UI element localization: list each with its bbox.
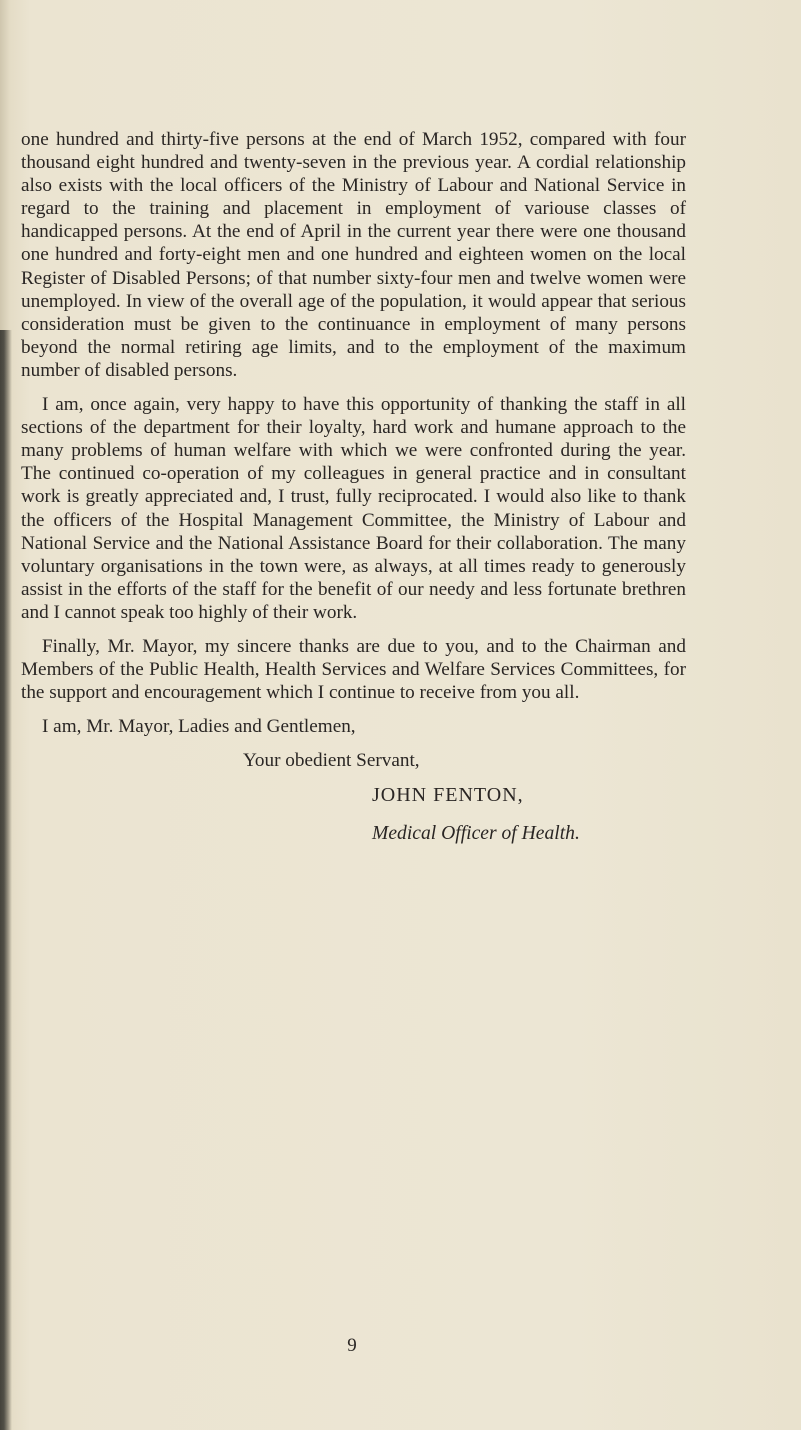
letter-body bbox=[21, 128, 686, 845]
paragraph-thanks-mayor: Finally, Mr. Mayor, my sincere thanks are due to you, and to the Chairman and Members of the Public Health, Health Services and Welfare Services Committees, for the support and encouragement which I continue to receive from you all. bbox=[21, 635, 686, 704]
closing-salutation: I am, Mr. Mayor, Ladies and Gentlemen, bbox=[42, 716, 356, 738]
paragraph-employment: one hundred and thirty-five persons at the end of March 1952, compared with four thousand eight hundred and twenty-seven in the previous year. A cordial relationship also exists with the local officers of the Ministry of Labour and National Service in regard to the training and placement in employment of variouse classes of handicapped persons. At the end of April in the current year there were one thousand one hundred and forty-eight men and one hundred and eighteen women on the local Register of Disabled Persons; of that number sixty-four men and twelve women were unemployed. In view of the overall age of the population, it would appear that serious consideration must be given to the continuance in employment of many persons beyond the normal retiring age limits, and to the employment of the maximum number of disabled persons. bbox=[21, 129, 686, 381]
signatory-title: Medical Officer of Health. bbox=[372, 822, 580, 844]
signatory-name: JOHN FENTON, bbox=[372, 784, 524, 807]
page-number: 9 bbox=[347, 1335, 357, 1356]
binding-edge bbox=[0, 330, 12, 1430]
valediction: Your obedient Servant, bbox=[243, 750, 420, 772]
paragraph-thanks-staff: I am, once again, very happy to have this opportunity of thanking the staff in all sections of the department for their loyalty, hard work and humane approach to the many problems of human welfare with which we were confronted during the year. The continued co-operation of my colleagues in general practice and in consultant work is greatly appreciated and, I trust, fully reciprocated. I would also like to thank the officers of the Hospital Management Committee, the Ministry of Labour and National Service and the National Assistance Board for their collaboration. The many voluntary organisations in the town were, as always, at all times ready to generously assist in the efforts of the staff for the benefit of our needy and less fortunate brethren and I cannot speak too highly of their work. bbox=[21, 394, 686, 623]
